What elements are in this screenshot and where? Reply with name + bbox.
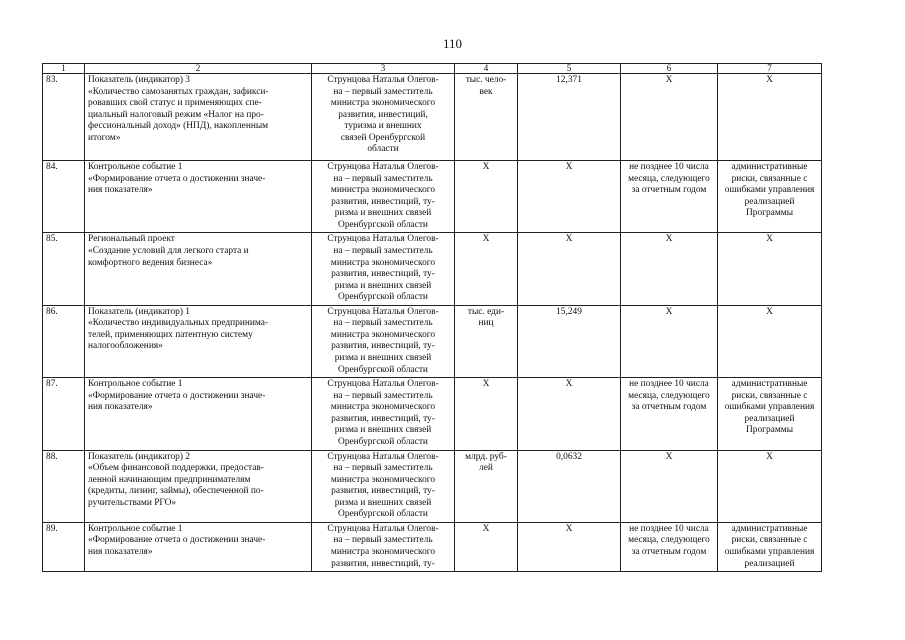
row-risks: административные риски, связанные с ошибками управления реализацией Программы <box>718 161 822 233</box>
row-description: Контрольное событие 1 «Формирование отчета о достижении значе- ния показателя» <box>85 378 312 450</box>
row-unit: млрд. руб- лей <box>455 450 518 522</box>
row-unit: тыс. еди- ниц <box>455 305 518 377</box>
row-description: Контрольное событие 1 «Формирование отчета о достижении значе- ния показателя» <box>85 161 312 233</box>
program-table <box>42 63 822 572</box>
row-value: Х <box>518 233 621 305</box>
row-deadline: Х <box>621 74 718 161</box>
row-risks: административные риски, связанные с ошибками управления реализацией Программы <box>718 378 822 450</box>
row-responsible: Струнцова Наталья Олегов- на – первый заместитель министра экономического развития, инвестиций, ту- <box>312 522 455 571</box>
row-value: Х <box>518 522 621 571</box>
row-risks: Х <box>718 74 822 161</box>
column-number: 7 <box>718 64 822 74</box>
row-unit: Х <box>455 233 518 305</box>
row-risks: Х <box>718 305 822 377</box>
row-risks: Х <box>718 233 822 305</box>
row-unit: Х <box>455 522 518 571</box>
row-number: 85. <box>43 233 85 305</box>
page-number: 110 <box>442 36 463 51</box>
row-value: 15,249 <box>518 305 621 377</box>
row-deadline: Х <box>621 305 718 377</box>
row-description: Контрольное событие 1 «Формирование отчета о достижении значе- ния показателя» <box>85 522 312 571</box>
row-responsible: Струнцова Наталья Олегов- на – первый заместитель министра экономического развития, инвестиций, ту- ризма и внешних связей Оренбургской области <box>312 450 455 522</box>
column-number: 3 <box>312 64 455 74</box>
column-number: 6 <box>621 64 718 74</box>
row-deadline: не позднее 10 числа месяца, следующего за отчетным годом <box>621 378 718 450</box>
column-number: 2 <box>85 64 312 74</box>
row-number: 86. <box>43 305 85 377</box>
table-row <box>43 522 822 571</box>
row-risks: административные риски, связанные с ошибками управления реализацией <box>718 522 822 571</box>
row-number: 89. <box>43 522 85 571</box>
row-number: 84. <box>43 161 85 233</box>
row-deadline: Х <box>621 450 718 522</box>
column-number-row <box>43 64 822 74</box>
row-deadline: не позднее 10 числа месяца, следующего за отчетным годом <box>621 522 718 571</box>
row-unit: Х <box>455 378 518 450</box>
row-number: 88. <box>43 450 85 522</box>
row-value: Х <box>518 378 621 450</box>
row-deadline: не позднее 10 числа месяца, следующего за отчетным годом <box>621 161 718 233</box>
row-description: Региональный проект «Создание условий для легкого старта и комфортного ведения бизнеса» <box>85 233 312 305</box>
table-row <box>43 233 822 305</box>
table-row <box>43 450 822 522</box>
column-number: 4 <box>455 64 518 74</box>
table-row <box>43 305 822 377</box>
row-number: 83. <box>43 74 85 161</box>
table-row <box>43 161 822 233</box>
row-number: 87. <box>43 378 85 450</box>
row-unit: тыс. чело- век <box>455 74 518 161</box>
table-row <box>43 378 822 450</box>
row-responsible: Струнцова Наталья Олегов- на – первый заместитель министра экономического развития, инвестиций, ту- ризма и внешних связей Оренбургской области <box>312 305 455 377</box>
row-description: Показатель (индикатор) 2 «Объем финансовой поддержки, предостав- ленной начинающим предпринимателям (кредиты, лизинг, займы), обеспеченной по- ручительствами РГО» <box>85 450 312 522</box>
row-responsible: Струнцова Наталья Олегов- на – первый заместитель министра экономического развития, инвестиций, ту- ризма и внешних связей Оренбургской области <box>312 161 455 233</box>
row-value: 12,371 <box>518 74 621 161</box>
row-responsible: Струнцова Наталья Олегов- на – первый заместитель министра экономического развития, инвестиций, ту- ризма и внешних связей Оренбургской области <box>312 233 455 305</box>
row-unit: Х <box>455 161 518 233</box>
row-value: Х <box>518 161 621 233</box>
row-value: 0,0632 <box>518 450 621 522</box>
row-risks: Х <box>718 450 822 522</box>
table-row <box>43 74 822 161</box>
column-number: 1 <box>43 64 85 74</box>
row-description: Показатель (индикатор) 1 «Количество индивидуальных предпринима- телей, применяющих патентную систему налогообложения» <box>85 305 312 377</box>
row-deadline: Х <box>621 233 718 305</box>
row-responsible: Струнцова Наталья Олегов- на – первый заместитель министра экономического развития, инвестиций, ту- ризма и внешних связей Оренбургской области <box>312 378 455 450</box>
row-description: Показатель (индикатор) 3 «Количество самозанятых граждан, зафикси- ровавших свой статус и применяющих спе- циальный налоговый режим «Налог на про- фессиональный доход» (НПД), накопленным итогом» <box>85 74 312 161</box>
row-responsible: Струнцова Наталья Олегов- на – первый заместитель министра экономического развития, инвестиций, туризма и внешних связей Оренбургской области <box>312 74 455 161</box>
column-number: 5 <box>518 64 621 74</box>
